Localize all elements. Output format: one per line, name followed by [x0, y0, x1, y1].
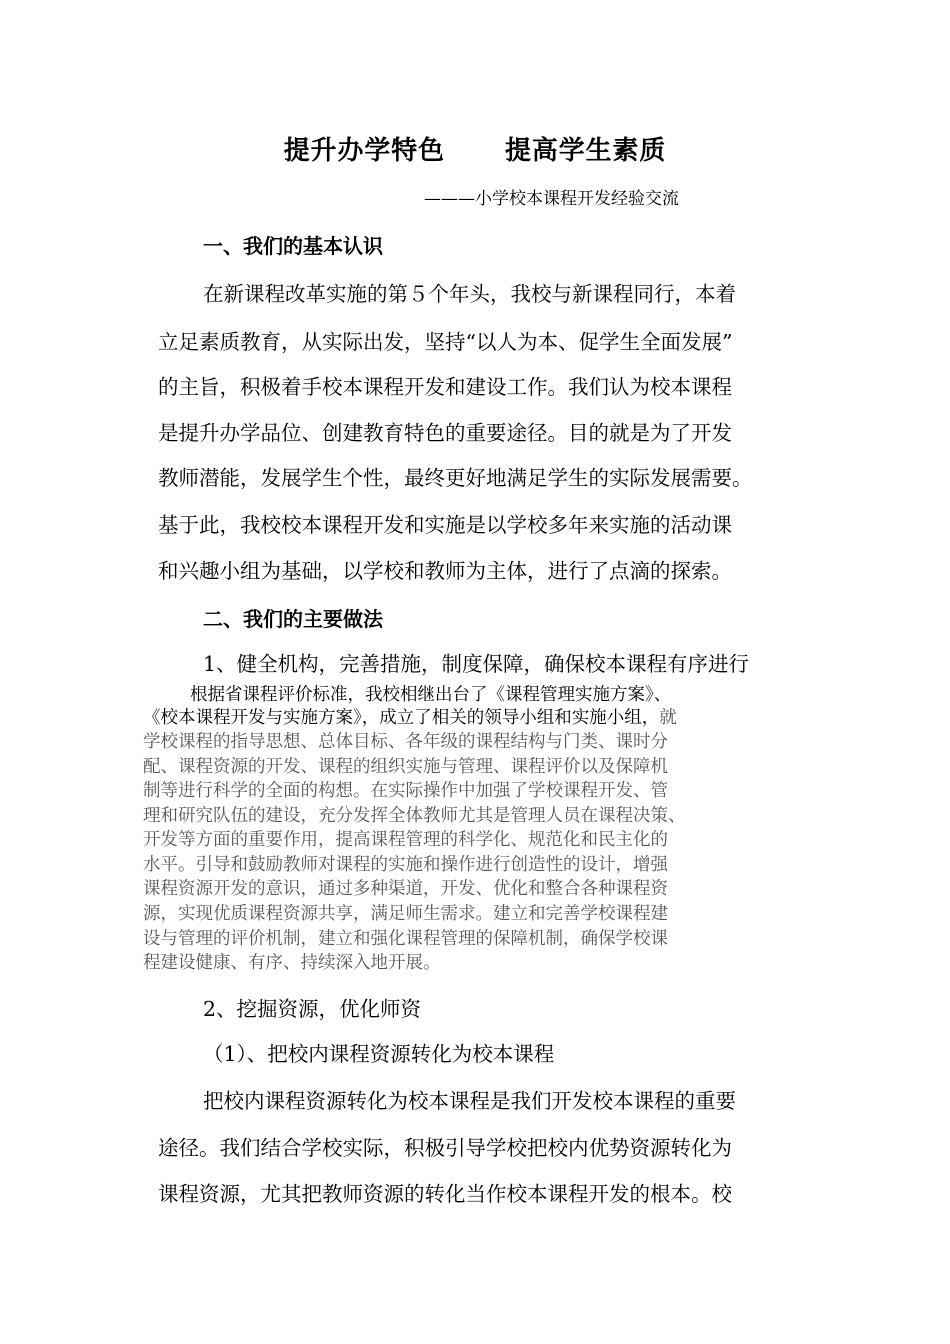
document-title: [0, 136, 950, 166]
paragraph-line: 理和研究队伍的建设，充分发挥全体教师尤其是管理人员在课程决策、: [143, 806, 686, 826]
paragraph-line: 根据省课程评价标准，我校相继出台了《课程管理实施方案》、: [190, 685, 672, 705]
paragraph-line: 立足素质教育，从实际出发，坚持“以人为本、促学生全面发展”: [158, 330, 733, 354]
paragraph-line: 设与管理的评价机制，建立和强化课程管理的保障机制，确保学校课: [143, 929, 668, 949]
paragraph-line: 教师潜能，发展学生个性，最终更好地满足学生的实际发展需要。: [158, 466, 753, 490]
paragraph-line: [143, 710, 677, 728]
paragraph-line-part: 就: [659, 708, 677, 728]
paragraph-line: 途径。我们结合学校实际，积极引导学校把校内优势资源转化为: [158, 1136, 732, 1160]
paragraph-line: 学校课程的指导思想、总体目标、各年级的课程结构与门类、课时分: [143, 732, 668, 752]
paragraph-line: 是提升办学品位、创建教育特色的重要途径。目的就是为了开发: [158, 421, 732, 445]
paragraph-line: 水平。引导和鼓励教师对课程的实施和操作进行创造性的设计，增强: [143, 855, 668, 875]
title-part-2: 提高学生素质: [505, 136, 667, 166]
paragraph-line: 的主旨，积极着手校本课程开发和建设工作。我们认为校本课程: [158, 375, 732, 399]
paragraph-line: 和兴趣小组为基础，以学校和教师为主体，进行了点滴的探索。: [158, 559, 732, 583]
title-part-1: 提升办学特色: [283, 136, 445, 166]
paragraph-line-part: 《校本课程开发与实施方案》，成立了相关的领导小组和实施小组，: [143, 708, 660, 728]
item-2-sub-heading: （1）、把校内课程资源转化为校本课程: [203, 1042, 555, 1066]
section-2-heading: 二、我们的主要做法: [203, 607, 383, 631]
paragraph-line: 程建设健康、有序、持续深入地开展。: [143, 953, 441, 973]
item-2-heading: 2、挖掘资源，优化师资: [203, 997, 422, 1021]
paragraph-line: 开发等方面的重要作用，提高课程管理的科学化、规范化和民主化的: [143, 830, 668, 850]
paragraph-line: 制等进行科学的全面的构想。在实际操作中加强了学校课程开发、管: [143, 781, 668, 801]
paragraph-line: 源，实现优质课程资源共享，满足师生需求。建立和完善学校课程建: [143, 904, 668, 924]
item-1-heading: 1、健全机构，完善措施，制度保障，确保校本课程有序进行: [203, 652, 750, 676]
paragraph-line: 课程资源开发的意识，通过多种渠道，开发、优化和整合各种课程资: [143, 879, 668, 899]
paragraph-line: 基于此，我校校本课程开发和实施是以学校多年来实施的活动课: [158, 513, 732, 537]
paragraph-line: 在新课程改革实施的第５个年头，我校与新课程同行，本着: [203, 282, 736, 306]
paragraph-line: 把校内课程资源转化为校本课程是我们开发校本课程的重要: [203, 1089, 736, 1113]
document-subtitle: ———小学校本课程开发经验交流: [424, 189, 679, 209]
paragraph-line: 配、课程资源的开发、课程的组织实施与管理、课程评价以及保障机: [143, 757, 668, 777]
paragraph-line: 课程资源，尤其把教师资源的转化当作校本课程开发的根本。校: [158, 1182, 732, 1206]
section-1-heading: 一、我们的基本认识: [203, 234, 383, 258]
